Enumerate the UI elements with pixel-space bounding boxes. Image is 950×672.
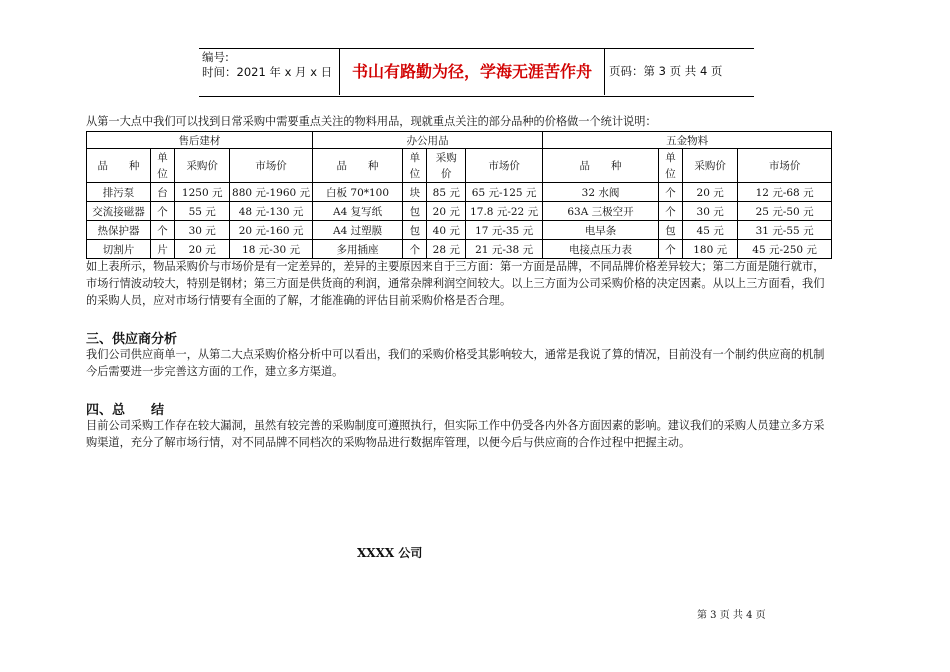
page-label: 页码：第 3 页 共 4 页	[609, 64, 723, 78]
column-header-row	[87, 149, 832, 183]
table-cell: 1250 元	[175, 183, 230, 202]
table-cell: 个	[658, 183, 682, 202]
analysis-line: 市场行情波动较大，特别是钢材；第三方面是供货商的利润，通常杂牌利润空间较大。以上三方面为公司采购价格的决定因素。从以上三方面看，我们	[86, 277, 825, 290]
header-motto-cell	[340, 48, 605, 95]
section4-title: 四、总 结	[86, 403, 165, 418]
code-label: 编号:	[202, 50, 229, 64]
table-cell: 个	[658, 202, 682, 221]
table-cell: 28 元	[427, 240, 466, 259]
table-cell: A4 复写纸	[312, 202, 402, 221]
table-cell: 25 元-50 元	[738, 202, 832, 221]
analysis-paragraph	[86, 258, 886, 309]
col-market-header: 市场价	[738, 149, 832, 183]
group-header: 售后建材	[87, 132, 313, 149]
table-cell: 白板 70*100	[312, 183, 402, 202]
table-row	[87, 183, 832, 202]
table-cell: 排污泵	[87, 183, 151, 202]
table-cell: 包	[403, 202, 427, 221]
unit-char: 单	[665, 151, 676, 164]
col-market-header: 市场价	[230, 149, 313, 183]
table-cell: 30 元	[683, 202, 738, 221]
section3-line: 我们公司供应商单一，从第二大点采购价格分析中可以看出，我们的采购价格受其影响较大，通常是我说了算的情况，目前没有一个制约供应商的机制	[86, 348, 825, 361]
table-cell: A4 过塑膜	[312, 221, 402, 240]
table-cell: 180 元	[683, 240, 738, 259]
unit-char: 位	[157, 167, 168, 180]
table-row	[87, 221, 832, 240]
col-name-header: 品 种	[312, 149, 402, 183]
analysis-line: 如上表所示，物品采购价与市场价是有一定差异的，差异的主要原因来自于三方面：第一方面是品牌，不同品牌价格差异较大；第二方面是随行就市，	[86, 260, 825, 273]
table-cell: 880 元-1960 元	[230, 183, 313, 202]
intro-text: 从第一大点中我们可以找到日常采购中需要重点关注的物料用品，现就重点关注的部分品种的价格做一个统计说明：	[86, 115, 657, 128]
section3-title: 三、供应商分析	[86, 332, 178, 347]
section3-line: 今后需要进一步完善这方面的工作，建立多方渠道。	[86, 365, 344, 378]
unit-char: 单	[409, 151, 421, 164]
table-cell: 个	[403, 240, 427, 259]
table-cell: 48 元-130 元	[230, 202, 313, 221]
group-header-row	[87, 132, 832, 149]
col-unit-header	[150, 149, 174, 183]
table-cell: 17 元-35 元	[466, 221, 543, 240]
unit-char: 位	[665, 167, 676, 180]
table-cell: 45 元-250 元	[738, 240, 832, 259]
table-cell: 20 元-160 元	[230, 221, 313, 240]
table-row	[87, 202, 832, 221]
section4-line: 目前公司采购工作存在较大漏洞，虽然有较完善的采购制度可遵照执行，但实际工作中仍受各内外各方面因素的影响。建议我们的采购人员建立多方采	[86, 419, 825, 432]
buy-char: 采购	[435, 151, 457, 164]
col-buy-header: 采购价	[175, 149, 230, 183]
table-cell: 个	[658, 240, 682, 259]
unit-char: 单	[157, 151, 168, 164]
table-cell: 18 元-30 元	[230, 240, 313, 259]
header-page-cell	[605, 48, 754, 95]
table-cell: 电接点压力表	[543, 240, 659, 259]
table-cell: 65 元-125 元	[466, 183, 543, 202]
table-cell: 30 元	[175, 221, 230, 240]
table-cell: 切割片	[87, 240, 151, 259]
col-buy-header: 采购价	[683, 149, 738, 183]
price-table	[86, 131, 832, 259]
col-name-header: 品 种	[87, 149, 151, 183]
table-cell: 20 元	[427, 202, 466, 221]
table-cell: 20 元	[683, 183, 738, 202]
table-cell: 12 元-68 元	[738, 183, 832, 202]
table-cell: 85 元	[427, 183, 466, 202]
table-cell: 45 元	[683, 221, 738, 240]
table-row	[87, 240, 832, 259]
group-header: 五金物料	[543, 132, 832, 149]
col-unit-header	[658, 149, 682, 183]
col-buy-header	[427, 149, 466, 183]
motto: 书山有路勤为径，学海无涯苦作舟	[351, 62, 592, 81]
table-cell: 片	[150, 240, 174, 259]
time-label: 时间：2021 年 x 月 x 日	[202, 65, 333, 79]
table-cell: 40 元	[427, 221, 466, 240]
table-cell: 个	[150, 221, 174, 240]
group-header: 办公用品	[312, 132, 542, 149]
table-cell: 块	[403, 183, 427, 202]
table-cell: 交流接磁器	[87, 202, 151, 221]
analysis-line: 的采购人员，应对市场行情要有全面的了解，才能准确的评估目前采购价格是否合理。	[86, 294, 512, 307]
table-cell: 63A 三极空开	[543, 202, 659, 221]
table-cell: 包	[658, 221, 682, 240]
table-cell: 32 水阀	[543, 183, 659, 202]
table-cell: 个	[150, 202, 174, 221]
section4-line: 购渠道，充分了解市场行情，对不同品牌不同档次的采购物品进行数据库管理，以便今后与供应商的合作过程中把握主动。	[86, 436, 691, 449]
table-cell: 55 元	[175, 202, 230, 221]
table-cell: 17.8 元-22 元	[466, 202, 543, 221]
col-name-header: 品 种	[543, 149, 659, 183]
table-cell: 20 元	[175, 240, 230, 259]
section3-paragraph	[86, 346, 886, 380]
table-cell: 多用插座	[312, 240, 402, 259]
page-footer: 第 3 页 共 4 页	[697, 610, 766, 621]
section4-paragraph	[86, 417, 886, 451]
header-left-cell	[199, 48, 340, 95]
table-cell: 电早条	[543, 221, 659, 240]
col-unit-header	[403, 149, 427, 183]
table-cell: 包	[403, 221, 427, 240]
unit-char: 位	[409, 167, 421, 180]
table-cell: 21 元-38 元	[466, 240, 543, 259]
company-signature: XXXX 公司	[357, 546, 423, 560]
buy-char: 价	[441, 167, 452, 180]
table-cell: 31 元-55 元	[738, 221, 832, 240]
table-cell: 热保护器	[87, 221, 151, 240]
table-cell: 台	[150, 183, 174, 202]
col-market-header: 市场价	[466, 149, 543, 183]
